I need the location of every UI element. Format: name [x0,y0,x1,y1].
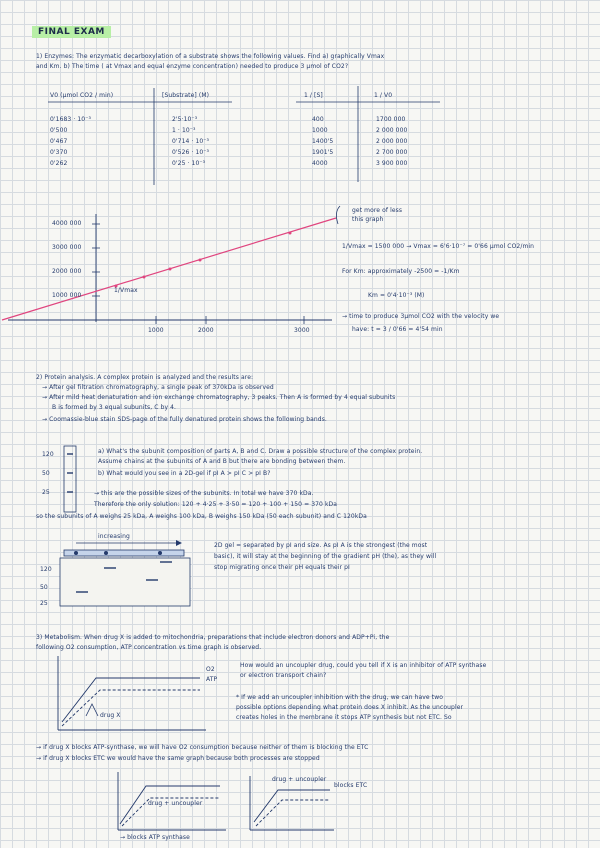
x-tick-label: 1000 [148,327,164,334]
y-tick-label: 2000 000 [52,268,82,275]
time-calc-2: have: t = 3 / 0'66 = 4'54 min [352,326,443,333]
table-cell: 1901'5 [312,149,334,156]
q3-question-2: or electron transport chain? [240,672,327,679]
table-cell: 3 900 000 [376,160,408,167]
q3-answer-3: creates holes in the membrane it stops ATP synthesis but not ETC. So [236,714,452,721]
q3-question: How would an uncoupler drug, could you tell if X is an inhibitor of ATP synthase [240,662,487,669]
table-cell: 1 · 10⁻³ [172,127,196,134]
x-tick-label: 2000 [198,327,214,334]
table-cell: 2 700 000 [376,149,408,156]
table-cell: 0'25 · 10⁻³ [172,160,206,167]
ladder-label: 25 [42,489,50,496]
q2-question-a: a) What's the subunit composition of parts A, B and C. Draw a possible structure of the complex protein. [98,448,423,455]
q3-conclusion: → if drug X blocks ATP-synthase, we will have O2 consumption because neither of them is blocking the ETC [36,744,369,751]
q3-conclusion-2: → if drug X blocks ETC we would have the same graph because both processes are stopped [36,755,320,762]
y-tick-label: 3000 000 [52,244,82,251]
table-header-v0: V0 (μmol CO2 / min) [50,92,114,99]
time-calc: → time to produce 3μmol CO2 with the velocity we [342,313,500,320]
q2-answer-2: Therefore the only solution: 120 + 4·25 + 3·50 = 120 + 100 + 150 = 370 kDa [94,501,338,508]
two-d-explanation-3: stop migrating once their pH equals their pI [214,564,350,571]
table-cell: 400 [312,116,324,123]
graph-label: drug + uncoupler [272,776,327,783]
table-cell: 2 000 000 [376,127,408,134]
table-cell: 0'467 [50,138,68,145]
two-d-explanation: 2D gel = separated by pI and size. As pI A is the strongest (the most [214,542,428,549]
q2-answer-3: so the subunits of A weighs 25 kDa, A weighs 100 kDa, B weighs 150 kDa (50 each subunit) and C 120kDa [36,513,367,520]
table-cell: 0'262 [50,160,68,167]
y-tick-label: 1000 000 [52,292,82,299]
y-tick-label: 4000 000 [52,220,82,227]
table-header-inv-v: 1 / V0 [374,92,393,99]
table-cell: 0'526 · 10⁻³ [172,149,210,156]
q3-intro: 3) Metabolism. When drug X is added to mitochondria, preparations that include electron donors and ADP+Pi, the [36,634,390,641]
table-cell: 1000 [312,127,328,134]
table-lines [48,86,440,185]
q1-intro: 1) Enzymes: The enzymatic decarboxylation of a substrate shows the following values. Find a) graphically Vmax [36,53,385,60]
q2-question-b: b) What would you see in a 2D-gel if pI A > pI C > pI B? [98,470,271,477]
gel-ladder-label: 120 [40,566,52,573]
table-cell: 0'370 [50,149,68,156]
sds-page-ladder [64,446,76,512]
graph-caption: → blocks ATP synthase [120,834,190,841]
q3-answer: * If we add an uncoupler inhibition with the drug, we can have two [236,694,443,701]
legend-o2: O2 [206,666,215,673]
table-cell: 0'500 [50,127,68,134]
q2-bullet: B is formed by 3 equal subunits, C by 4. [52,404,177,411]
graph-note-2: this graph [352,216,384,223]
legend-atp: ATP [206,676,218,683]
calc-vmax: 1/Vmax = 1500 000 → Vmax = 6'6·10⁻⁷ = 0'66 μmol CO2/min [342,243,535,250]
gel-ladder-label: 50 [40,584,48,591]
calc-km: For Km: approximately -2500 = -1/Km [342,268,460,275]
q1-intro-2: and Km. b) The time ( at Vmax and equal enzyme concentration) needed to produce 3 μmol of CO2? [36,63,349,70]
two-d-explanation-2: basic), it will stay at the beginning of the gradient pH (the), as they will [214,553,437,560]
table-cell: 2'5·10⁻³ [172,116,198,123]
q3-intro-2: following O2 consumption, ATP concentration vs time graph is observed. [36,644,262,651]
table-cell: 0'714 · 10⁻³ [172,138,210,145]
gel-gradient-label: increasing [98,533,130,540]
metabolism-graph [58,656,206,730]
table-cell: 1400'5 [312,138,334,145]
graph-label: drug + uncoupler [148,800,203,807]
graph-note: get more of less [352,207,403,214]
q2-intro: 2) Protein analysis. A complex protein is analyzed and the results are: [36,374,254,381]
table-header-inv-s: 1 / [S] [304,92,323,99]
ladder-label: 50 [42,470,50,477]
q2-bullet: → After gel filtration chromatography, a single peak of 370kDa is observed [42,384,274,391]
drug-x-label: drug X [100,712,121,719]
drug-etc-graph [250,776,334,830]
table-cell: 4000 [312,160,328,167]
graph-caption: blocks ETC [334,782,368,789]
table-header-s: [Substrate] (M) [162,92,210,99]
x-tick-label: 3000 [294,327,310,334]
calc-km-result: Km = 0'4·10⁻³ (M) [368,292,425,299]
q2-bullet: → After mild heat denaturation and ion exchange chromatography, 3 peaks. Then A is formed by 4 equal subunits [42,394,396,401]
table-cell: 0'1683 · 10⁻³ [50,116,91,123]
two-d-gel [60,540,190,606]
page-title: FINAL EXAM [32,26,111,38]
q2-question-a-2: Assume chains at the subunits of A and B but there are bonding between them. [98,458,346,465]
table-cell: 2 000 000 [376,138,408,145]
ladder-label: 120 [42,451,54,458]
q2-answer: → this are the possible sizes of the subunits. In total we have 370 kDa. [94,490,314,497]
q3-answer-2: possible options depending what protein does X inhibit. As the uncoupler [236,704,464,711]
intercept-label: 1/Vmax [114,287,138,294]
gel-ladder-label: 25 [40,600,48,607]
q2-bullet: → Coomassie-blue stain SDS-page of the fully denatured protein shows the following bands. [42,416,327,423]
table-cell: 1700 000 [376,116,406,123]
